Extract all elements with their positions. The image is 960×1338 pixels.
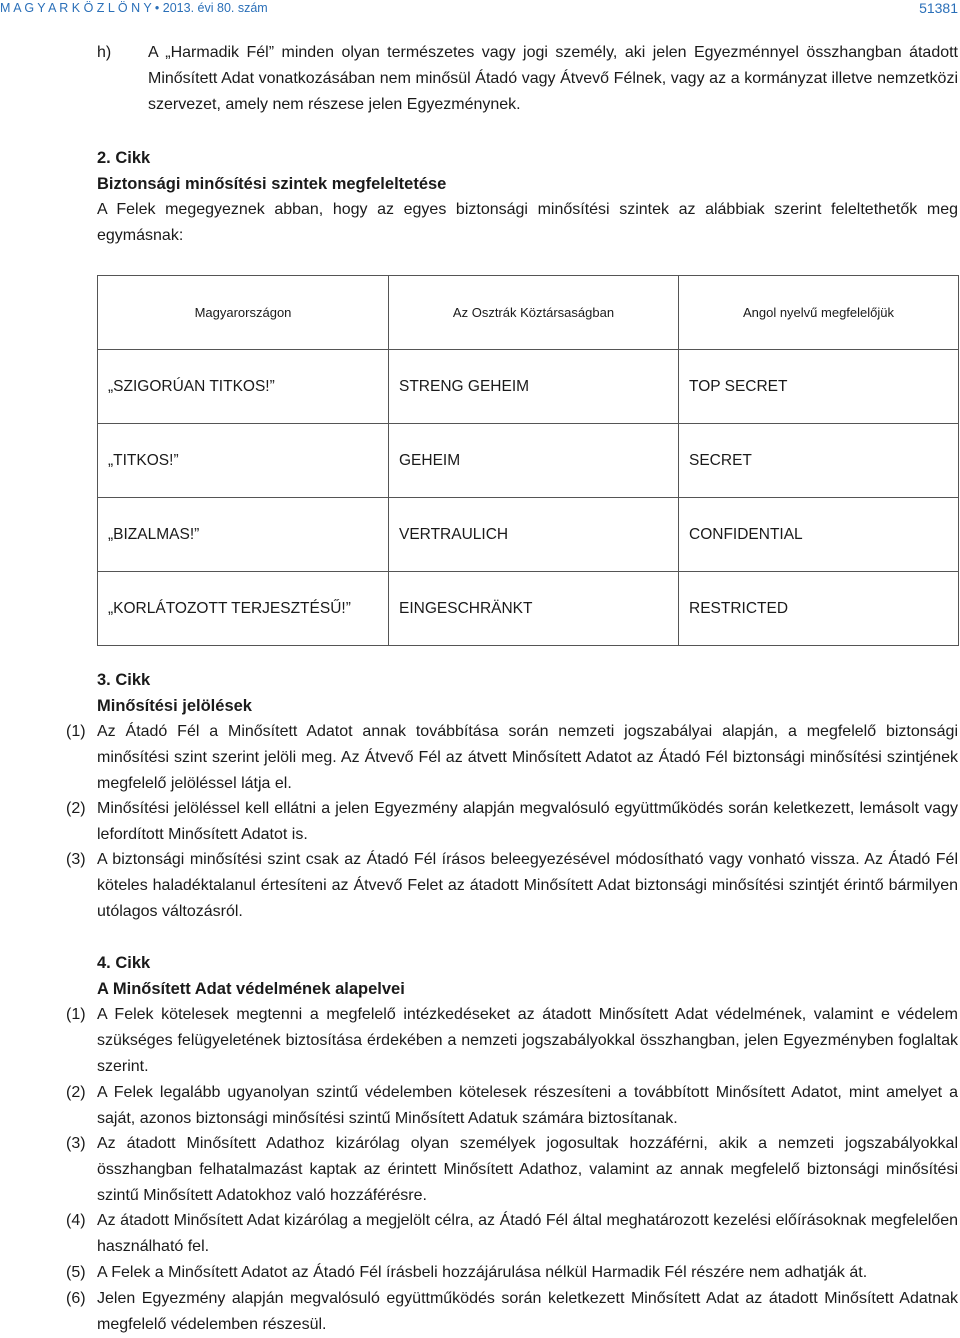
table-cell: STRENG GEHEIM: [389, 350, 679, 424]
list-item-number: (4): [66, 1212, 86, 1229]
table-header-cell: Angol nyelvű megfelelőjük: [679, 276, 959, 350]
article-2-text: A Felek megegyeznek abban, hogy az egyes biztonsági minősítési szintek az alábbiak szerint feleltethetők meg egymásnak:: [97, 201, 958, 244]
table-row: [98, 498, 959, 572]
page-header: [0, 0, 960, 20]
table-header-cell: Magyarországon: [98, 276, 389, 350]
intro-text: A „Harmadik Fél” minden olyan természetes vagy jogi személy, aki jelen Egyezménnyel összhangban átadott Minősített Adat vonatkozásában nem minősül Átadó vagy Átvevő Félnek, vagy az a kormányzat illetve nemzetközi szervezet, amely nem részese jelen Egyezménynek.: [148, 44, 958, 113]
table-cell: „SZIGORÚAN TITKOS!”: [98, 350, 389, 424]
table-cell: EINGESCHRÄNKT: [389, 572, 679, 646]
list-item-text: Az átadott Minősített Adathoz kizárólag olyan személyek jogosultak hozzáférni, akik a nemzeti jogszabályokkal összhangban felhatalmazást kaptak az érintett Minősített Adathoz, valamint az annak megfelelő biztonsági minősítési szintű Minősített Adatokhoz való hozzáférésre.: [97, 1135, 958, 1204]
table-row: [98, 424, 959, 498]
list-item-number: (3): [66, 1135, 86, 1152]
table-header-row: [98, 276, 959, 350]
list-item-text: A Felek legalább ugyanolyan szintű védelemben kötelesek részesíteni a továbbított Minősített Adatot, mint amelyet a saját, azonos biztonsági minősítési szintű Minősített Adatuk számára biztosítanak.: [97, 1084, 958, 1127]
list-item-number: (2): [66, 1084, 86, 1101]
list-item-number: (1): [66, 1006, 86, 1023]
article-4-number: 4. Cikk: [97, 954, 151, 972]
list-item-number: (3): [66, 851, 86, 868]
article-3-number: 3. Cikk: [97, 671, 151, 689]
list-item-text: A Felek kötelesek megtenni a megfelelő intézkedéseket az átadott Minősített Adat védelmének, valamint e védelem szükséges felügyeletének biztosítása érdekében a nemzeti jogszabályokkal összhangban, jelen Egyezményben foglaltak szerint.: [97, 1006, 958, 1075]
intro-marker: h): [97, 44, 112, 61]
table-cell: TOP SECRET: [679, 350, 959, 424]
table-cell: „BIZALMAS!”: [98, 498, 389, 572]
table-row: [98, 572, 959, 646]
list-item-text: A Felek a Minősített Adatot az Átadó Fél írásbeli hozzájárulása nélkül Harmadik Fél részére nem adhatják át.: [97, 1264, 868, 1281]
list-item-number: (5): [66, 1264, 86, 1281]
table-cell: „KORLÁTOZOTT TERJESZTÉSŰ!”: [98, 572, 389, 646]
table-cell: RESTRICTED: [679, 572, 959, 646]
table-row: [98, 350, 959, 424]
article-3-title: Minősítési jelölések: [97, 697, 252, 715]
list-item-number: (2): [66, 800, 86, 817]
article-2-title: Biztonsági minősítési szintek megfeleltetése: [97, 175, 447, 193]
article-2-number: 2. Cikk: [97, 149, 151, 167]
list-item-text: Az átadott Minősített Adat kizárólag a megjelölt célra, az Átadó Fél által meghatározott kezelési előírásoknak megfelelően használható fel.: [97, 1212, 958, 1255]
table-cell: VERTRAULICH: [389, 498, 679, 572]
table-cell: SECRET: [679, 424, 959, 498]
table-cell: „TITKOS!”: [98, 424, 389, 498]
table-cell: GEHEIM: [389, 424, 679, 498]
classification-table: [97, 275, 959, 646]
page-number: 51381: [919, 0, 958, 16]
list-item-text: Az Átadó Fél a Minősített Adatot annak továbbítása során nemzeti jogszabályai alapján, a megfelelő biztonsági minősítési szint szerint jelöli meg. Az Átvevő Fél az átvett Minősített Adatot az Átadó Fél biztonsági minősítési szintjének megfelelő jelöléssel látja el.: [97, 723, 958, 792]
journal-title: M A G Y A R K Ö Z L Ö N Y • 2013. évi 80. szám: [0, 1, 268, 15]
list-item-text: Jelen Egyezmény alapján megvalósuló együttműködés során keletkezett Minősített Adat az átadott Minősített Adatnak megfelelő védelemben részesül.: [97, 1290, 958, 1333]
table-header-cell: Az Osztrák Köztársaságban: [389, 276, 679, 350]
list-item-number: (1): [66, 723, 86, 740]
list-item-text: Minősítési jelöléssel kell ellátni a jelen Egyezmény alapján megvalósuló együttműködés során keletkezett, lemásolt vagy lefordított Minősített Adatot is.: [97, 800, 958, 843]
article-4-title: A Minősített Adat védelmének alapelvei: [97, 980, 405, 998]
table-cell: CONFIDENTIAL: [679, 498, 959, 572]
list-item-text: A biztonsági minősítési szint csak az Átadó Fél írásos beleegyezésével módosítható vagy vonható vissza. Az Átadó Fél köteles haladéktalanul értesíteni az Átvevő Felet az átadott Minősített Adat biztonsági minősítési szintjét érintő bármilyen utólagos változásról.: [97, 851, 958, 920]
list-item-number: (6): [66, 1290, 86, 1307]
